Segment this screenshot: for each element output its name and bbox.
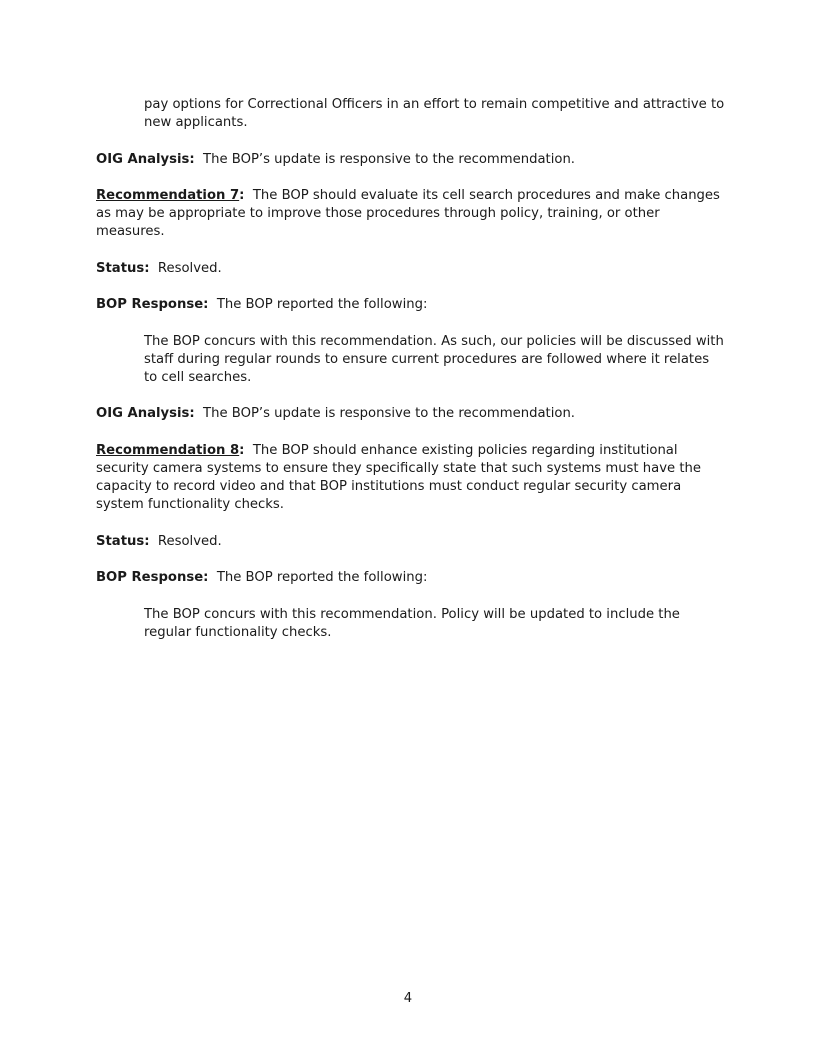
recommendation-8-text: The BOP should enhance existing policies regarding institutional security camera systems to ensure they specifically state that such systems must have the capacity to record video and that BOP institutions must conduct regular security camera system functionality checks. [96,442,701,513]
bop-quote-8: The BOP concurs with this recommendation. Policy will be updated to include the regular functionality checks. [144,606,680,640]
bop-response-text: The BOP reported the following: [216,297,428,313]
recommendation-8: Recommendation 8: The BOP should enhance existing policies regarding institutional security camera systems to ensure they specifically state that such systems must have the capacity to record video and that BOP institutions must conduct regular security camera system functionality checks. [96,442,701,513]
oig-analysis-text: The BOP’s update is responsive to the recommendation. [203,406,575,422]
recommendation-7-label: Recommendation 7 [96,187,240,203]
bop-response-text: The BOP reported the following: [216,570,428,586]
oig-analysis-text: The BOP’s update is responsive to the recommendation. [203,151,575,167]
bop-response-label: BOP Response: [96,297,209,313]
recommendation-7-text: The BOP should evaluate its cell search procedures and make changes as may be appropriate to improve those procedures through policy, training, or other measures. [96,187,720,240]
bop-response-8 [96,569,726,587]
status-7 [96,260,726,278]
oig-analysis-label: OIG Analysis: [96,406,195,422]
document-body [96,96,726,660]
status-value: Resolved. [157,533,222,549]
page-number: 4 [403,991,413,1006]
recommendation-7: Recommendation 7: The BOP should evaluate its cell search procedures and make changes as may be appropriate to improve those procedures through policy, training, or other measures. [96,187,720,240]
bop-response-7 [96,296,726,314]
status-label: Status: [96,260,150,276]
oig-analysis-2 [96,405,726,423]
bop-response-label: BOP Response: [96,570,209,586]
recommendation-8-label: Recommendation 8 [96,442,240,458]
status-label: Status: [96,533,150,549]
status-value: Resolved. [157,260,222,276]
status-8 [96,533,726,551]
continuation-paragraph: pay options for Correctional Officers in an effort to remain competitive and attractive to new applicants. [144,97,725,131]
oig-analysis-label: OIG Analysis: [96,151,195,167]
bop-quote-7: The BOP concurs with this recommendation. As such, our policies will be discussed with staff during regular rounds to ensure current procedures are followed where it relates to cell searches. [144,333,724,385]
oig-analysis-1 [96,151,726,169]
